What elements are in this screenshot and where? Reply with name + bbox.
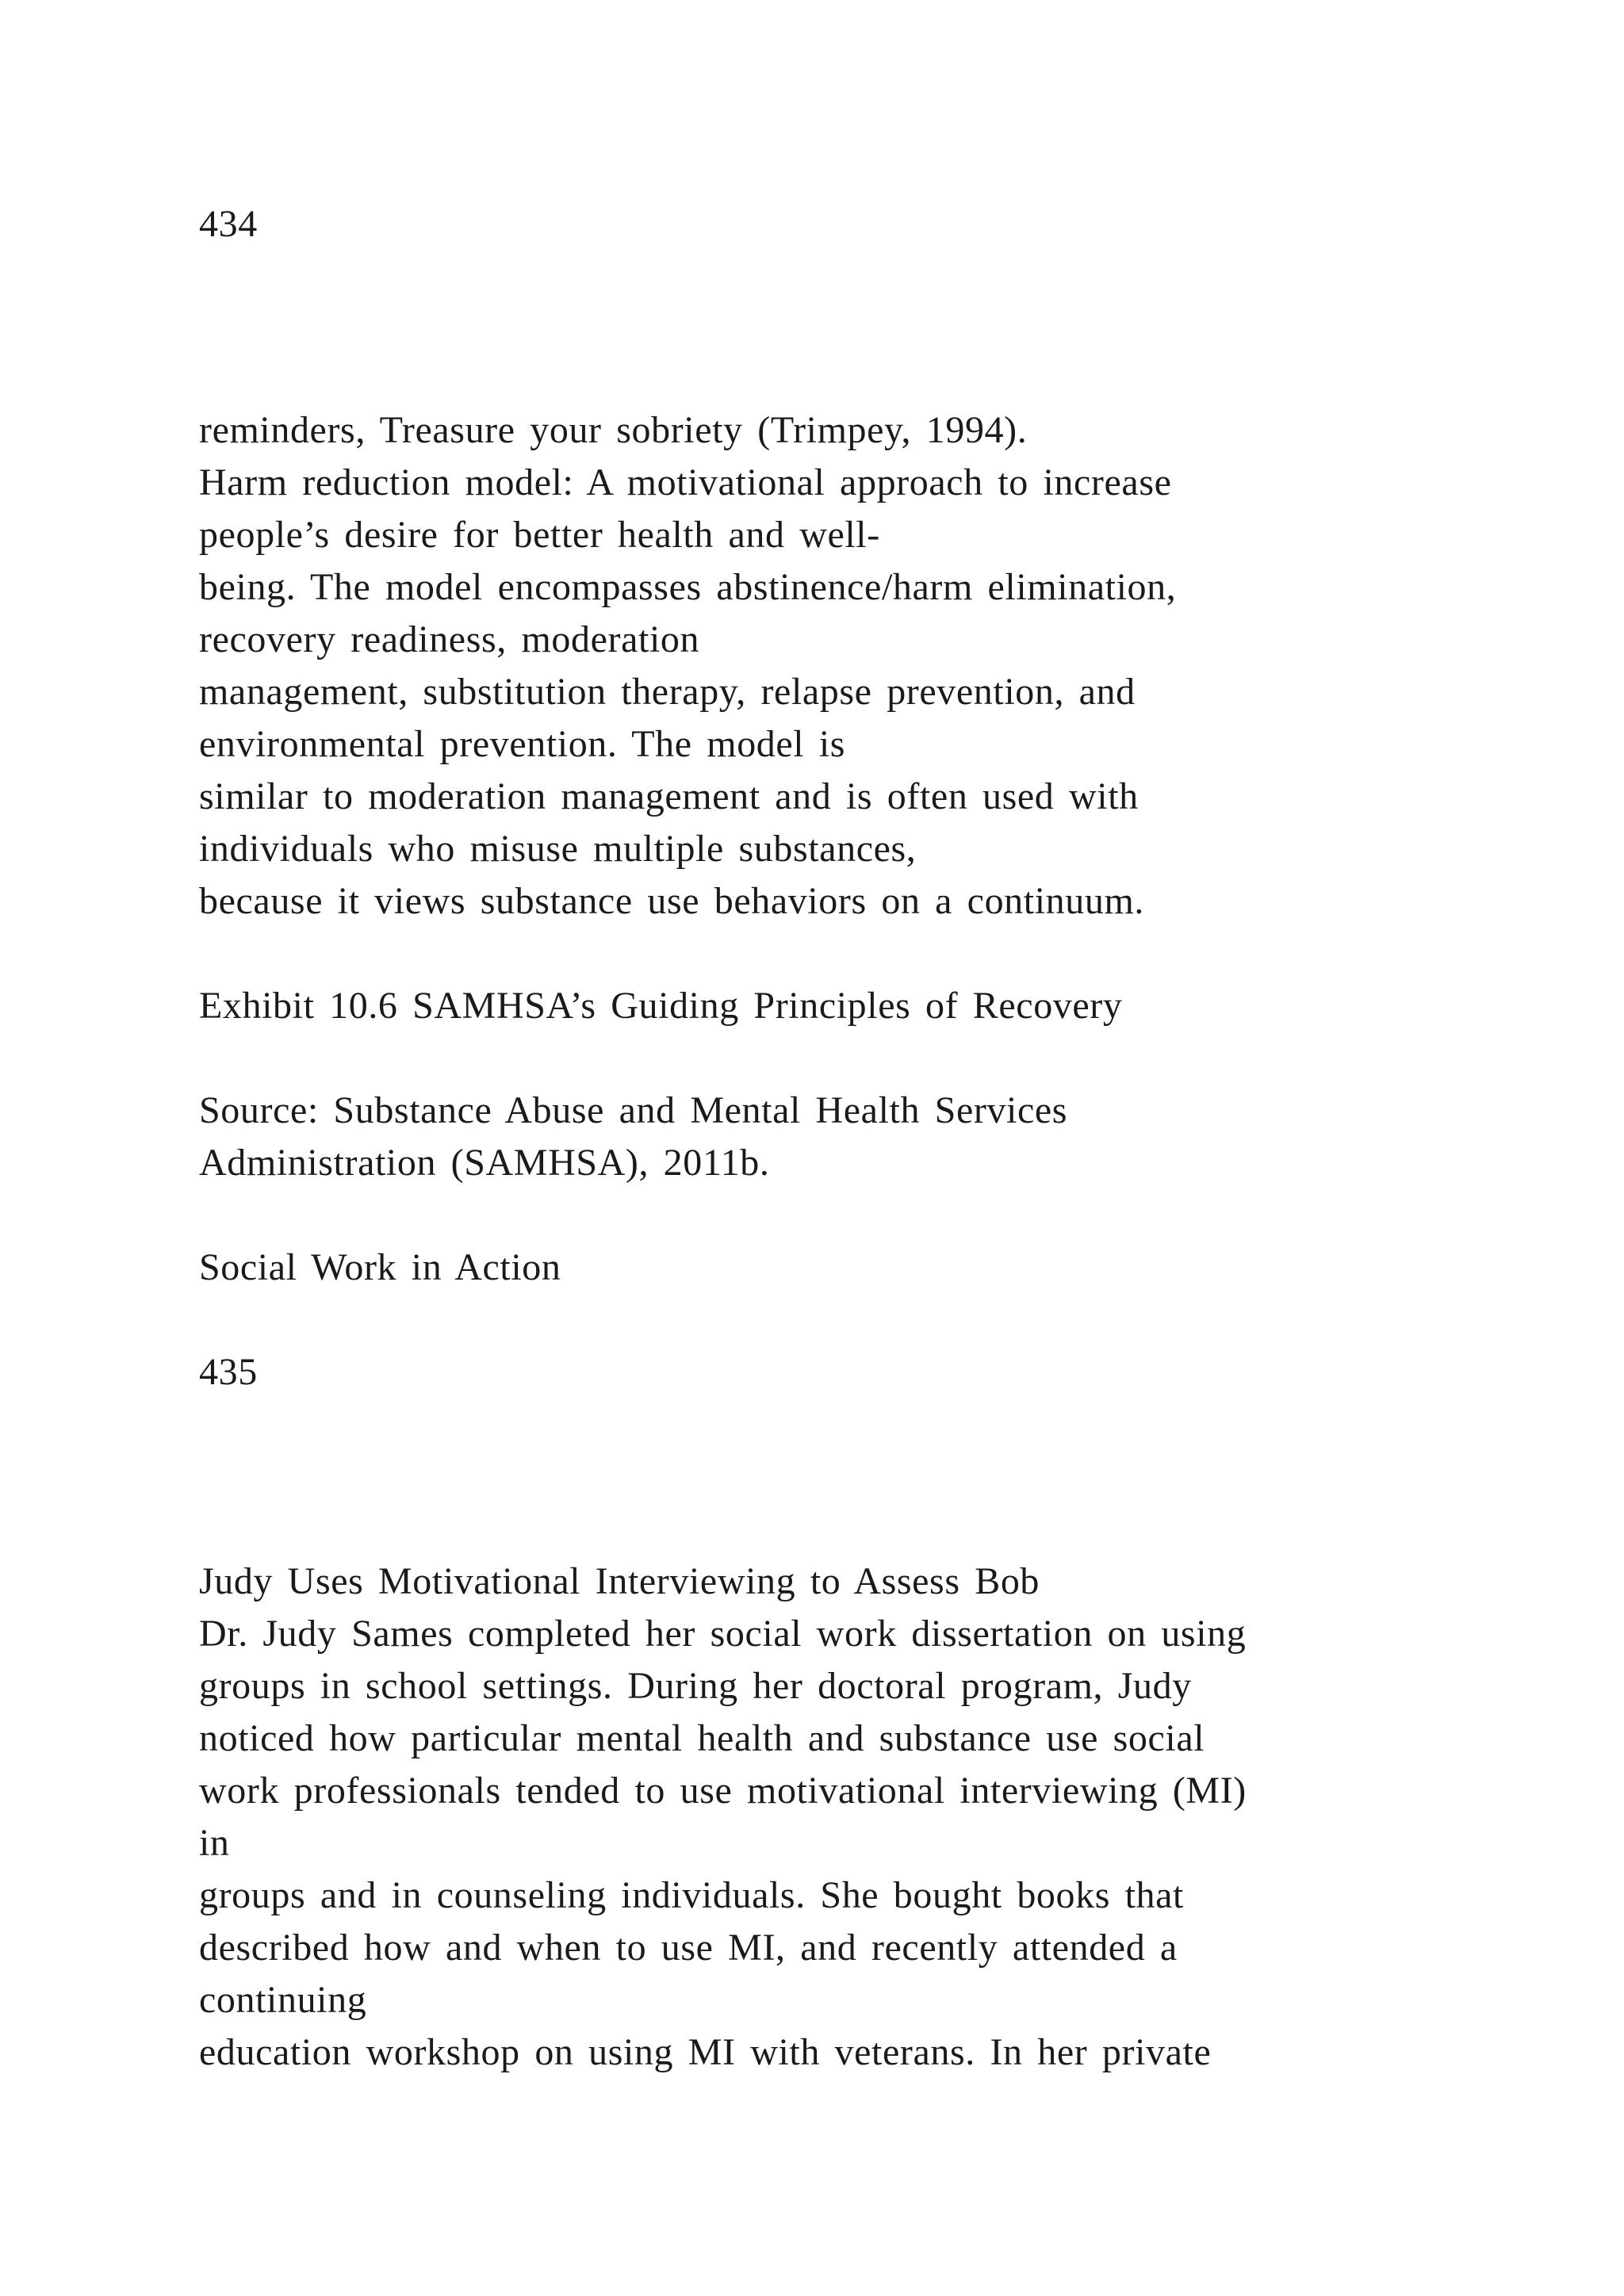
body-line: Judy Uses Motivational Interviewing to Assess Bob	[199, 1560, 1040, 1602]
body-line: environmental prevention. The model is	[199, 723, 846, 765]
body-line: recovery readiness, moderation	[199, 618, 700, 660]
body-line: continuing	[199, 1979, 367, 2021]
body-line: reminders, Treasure your sobriety (Trimpey, 1994).	[199, 409, 1028, 451]
body-line: work professionals tended to use motivational interviewing (MI)	[199, 1770, 1247, 1812]
page-number-mid: 435	[199, 1351, 258, 1393]
body-line: education workshop on using MI with veterans. In her private	[199, 2031, 1212, 2073]
body-line: management, substitution therapy, relapse prevention, and	[199, 671, 1136, 713]
body-line: noticed how particular mental health and substance use social	[199, 1717, 1205, 1759]
body-line: groups and in counseling individuals. She bought books that	[199, 1874, 1184, 1916]
body-line: Dr. Judy Sames completed her social work dissertation on using	[199, 1613, 1247, 1655]
body-line: being. The model encompasses abstinence/harm elimination,	[199, 566, 1177, 608]
exhibit-title: Exhibit 10.6 SAMHSA’s Guiding Principles of Recovery	[199, 985, 1123, 1027]
body-line: people’s desire for better health and well-	[199, 514, 880, 556]
body-line: because it views substance use behaviors on a continuum.	[199, 880, 1144, 922]
body-line: in	[199, 1822, 230, 1864]
page-number-top: 434	[199, 203, 258, 245]
section-heading: Social Work in Action	[199, 1246, 561, 1288]
body-line: individuals who misuse multiple substances,	[199, 828, 917, 870]
body-line: described how and when to use MI, and recently attended a	[199, 1927, 1178, 1969]
source-line: Administration (SAMHSA), 2011b.	[199, 1142, 770, 1184]
body-line: groups in school settings. During her doctoral program, Judy	[199, 1665, 1192, 1707]
source-line: Source: Substance Abuse and Mental Health Services	[199, 1089, 1068, 1131]
body-line: similar to moderation management and is often used with	[199, 775, 1139, 817]
body-line: Harm reduction model: A motivational approach to increase	[199, 461, 1172, 503]
